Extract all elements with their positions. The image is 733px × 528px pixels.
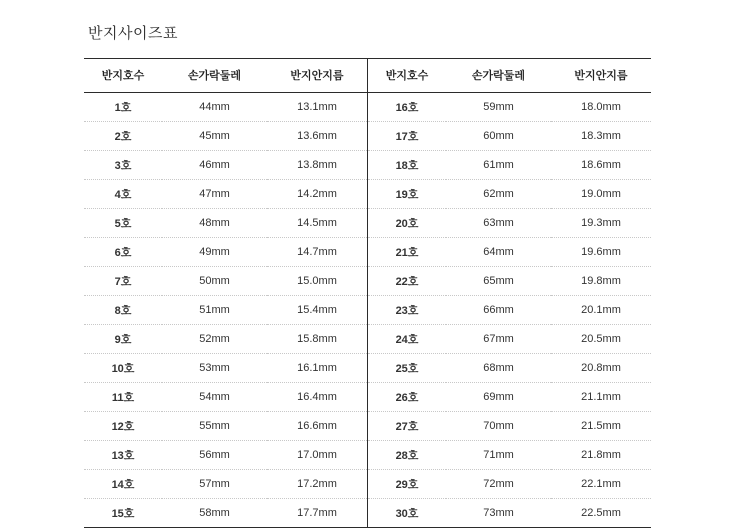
cell-right-ring-number: 29호 — [368, 470, 447, 499]
cell-left-ring-number: 1호 — [84, 93, 162, 122]
table-row — [84, 238, 651, 267]
table-header — [84, 59, 651, 93]
cell-left-ring-number: 4호 — [84, 180, 162, 209]
table-row — [84, 93, 651, 122]
cell-left-inner-diameter: 13.6mm — [267, 122, 368, 151]
cell-left-ring-number: 6호 — [84, 238, 162, 267]
cell-left-inner-diameter: 16.4mm — [267, 383, 368, 412]
table-row — [84, 499, 651, 528]
table-row — [84, 151, 651, 180]
cell-right-ring-number: 20호 — [368, 209, 447, 238]
cell-right-finger-circumference: 69mm — [446, 383, 551, 412]
cell-right-finger-circumference: 63mm — [446, 209, 551, 238]
table-row — [84, 383, 651, 412]
cell-right-ring-number: 30호 — [368, 499, 447, 528]
cell-left-finger-circumference: 53mm — [162, 354, 267, 383]
cell-left-inner-diameter: 13.1mm — [267, 93, 368, 122]
table-body — [84, 93, 651, 528]
cell-left-inner-diameter: 17.7mm — [267, 499, 368, 528]
header-right-inner-diameter: 반지안지름 — [551, 59, 651, 93]
cell-left-inner-diameter: 15.8mm — [267, 325, 368, 354]
cell-right-inner-diameter: 19.0mm — [551, 180, 651, 209]
ring-size-table — [84, 58, 651, 528]
cell-right-ring-number: 17호 — [368, 122, 447, 151]
cell-left-inner-diameter: 17.2mm — [267, 470, 368, 499]
cell-left-inner-diameter: 15.4mm — [267, 296, 368, 325]
cell-left-ring-number: 13호 — [84, 441, 162, 470]
cell-right-finger-circumference: 68mm — [446, 354, 551, 383]
cell-right-inner-diameter: 20.1mm — [551, 296, 651, 325]
table-row — [84, 354, 651, 383]
table-row — [84, 412, 651, 441]
cell-left-inner-diameter: 13.8mm — [267, 151, 368, 180]
table-header-row — [84, 59, 651, 93]
table-row — [84, 296, 651, 325]
cell-left-finger-circumference: 49mm — [162, 238, 267, 267]
cell-left-inner-diameter: 14.2mm — [267, 180, 368, 209]
cell-right-finger-circumference: 66mm — [446, 296, 551, 325]
cell-right-inner-diameter: 19.6mm — [551, 238, 651, 267]
cell-left-finger-circumference: 56mm — [162, 441, 267, 470]
cell-left-finger-circumference: 57mm — [162, 470, 267, 499]
cell-left-finger-circumference: 44mm — [162, 93, 267, 122]
header-left-finger-circumference: 손가락둘레 — [162, 59, 267, 93]
cell-right-finger-circumference: 62mm — [446, 180, 551, 209]
cell-left-ring-number: 3호 — [84, 151, 162, 180]
cell-left-inner-diameter: 16.6mm — [267, 412, 368, 441]
cell-right-ring-number: 21호 — [368, 238, 447, 267]
cell-right-inner-diameter: 21.1mm — [551, 383, 651, 412]
cell-right-ring-number: 28호 — [368, 441, 447, 470]
cell-left-ring-number: 11호 — [84, 383, 162, 412]
cell-right-ring-number: 27호 — [368, 412, 447, 441]
table-row — [84, 267, 651, 296]
cell-left-finger-circumference: 47mm — [162, 180, 267, 209]
header-left-inner-diameter: 반지안지름 — [267, 59, 368, 93]
table-row — [84, 470, 651, 499]
cell-right-inner-diameter: 18.0mm — [551, 93, 651, 122]
cell-right-ring-number: 22호 — [368, 267, 447, 296]
header-right-finger-circumference: 손가락둘레 — [446, 59, 551, 93]
table-row — [84, 122, 651, 151]
cell-right-inner-diameter: 18.3mm — [551, 122, 651, 151]
ring-size-table-wrapper — [84, 58, 649, 528]
cell-left-ring-number: 15호 — [84, 499, 162, 528]
cell-left-ring-number: 10호 — [84, 354, 162, 383]
cell-right-inner-diameter: 20.5mm — [551, 325, 651, 354]
header-right-ring-number: 반지호수 — [368, 59, 447, 93]
cell-right-inner-diameter: 22.5mm — [551, 499, 651, 528]
cell-right-ring-number: 19호 — [368, 180, 447, 209]
cell-left-finger-circumference: 54mm — [162, 383, 267, 412]
cell-right-inner-diameter: 20.8mm — [551, 354, 651, 383]
cell-left-ring-number: 5호 — [84, 209, 162, 238]
page-title: 반지사이즈표 — [88, 25, 178, 42]
table-row — [84, 209, 651, 238]
cell-left-inner-diameter: 17.0mm — [267, 441, 368, 470]
cell-right-ring-number: 16호 — [368, 93, 447, 122]
cell-right-finger-circumference: 70mm — [446, 412, 551, 441]
cell-left-finger-circumference: 45mm — [162, 122, 267, 151]
cell-left-finger-circumference: 55mm — [162, 412, 267, 441]
cell-right-inner-diameter: 19.3mm — [551, 209, 651, 238]
cell-left-ring-number: 9호 — [84, 325, 162, 354]
cell-right-finger-circumference: 60mm — [446, 122, 551, 151]
cell-left-finger-circumference: 48mm — [162, 209, 267, 238]
cell-left-finger-circumference: 46mm — [162, 151, 267, 180]
cell-left-finger-circumference: 51mm — [162, 296, 267, 325]
cell-right-finger-circumference: 73mm — [446, 499, 551, 528]
cell-right-finger-circumference: 72mm — [446, 470, 551, 499]
cell-left-ring-number: 12호 — [84, 412, 162, 441]
cell-right-ring-number: 26호 — [368, 383, 447, 412]
cell-left-inner-diameter: 15.0mm — [267, 267, 368, 296]
cell-left-finger-circumference: 58mm — [162, 499, 267, 528]
cell-right-ring-number: 25호 — [368, 354, 447, 383]
cell-left-ring-number: 14호 — [84, 470, 162, 499]
cell-right-finger-circumference: 71mm — [446, 441, 551, 470]
cell-left-ring-number: 7호 — [84, 267, 162, 296]
cell-right-inner-diameter: 19.8mm — [551, 267, 651, 296]
table-row — [84, 180, 651, 209]
cell-right-finger-circumference: 61mm — [446, 151, 551, 180]
cell-right-inner-diameter: 21.8mm — [551, 441, 651, 470]
cell-left-inner-diameter: 14.7mm — [267, 238, 368, 267]
cell-right-inner-diameter: 22.1mm — [551, 470, 651, 499]
cell-right-inner-diameter: 18.6mm — [551, 151, 651, 180]
cell-left-finger-circumference: 50mm — [162, 267, 267, 296]
cell-right-inner-diameter: 21.5mm — [551, 412, 651, 441]
cell-right-ring-number: 23호 — [368, 296, 447, 325]
cell-right-finger-circumference: 65mm — [446, 267, 551, 296]
cell-left-inner-diameter: 14.5mm — [267, 209, 368, 238]
header-left-ring-number: 반지호수 — [84, 59, 162, 93]
cell-right-ring-number: 18호 — [368, 151, 447, 180]
cell-right-ring-number: 24호 — [368, 325, 447, 354]
cell-left-ring-number: 2호 — [84, 122, 162, 151]
cell-left-ring-number: 8호 — [84, 296, 162, 325]
cell-left-finger-circumference: 52mm — [162, 325, 267, 354]
table-row — [84, 441, 651, 470]
table-row — [84, 325, 651, 354]
cell-left-inner-diameter: 16.1mm — [267, 354, 368, 383]
cell-right-finger-circumference: 64mm — [446, 238, 551, 267]
cell-right-finger-circumference: 67mm — [446, 325, 551, 354]
cell-right-finger-circumference: 59mm — [446, 93, 551, 122]
